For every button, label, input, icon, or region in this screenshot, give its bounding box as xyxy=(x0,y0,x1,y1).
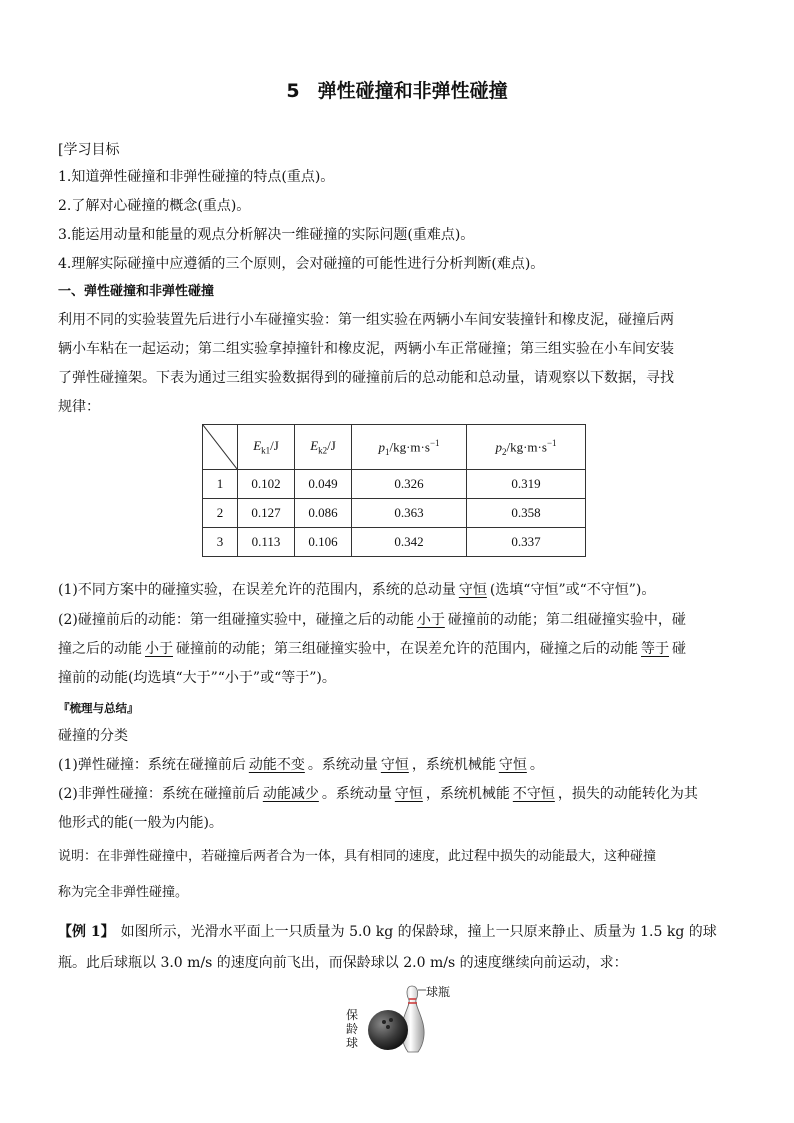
table-cell: 0.326 xyxy=(352,470,467,499)
table-cell: 0.102 xyxy=(238,470,295,499)
table-cell: 0.319 xyxy=(467,470,586,499)
note-line: 称为完全非弹性碰撞。 xyxy=(58,885,189,900)
table-cell: 0.106 xyxy=(295,528,352,557)
table-cell: 0.113 xyxy=(238,528,295,557)
example-1-line-1: 【例 1】 如图所示，光滑水平面上一只质量为 5.0 kg 的保龄球，撞上一只原来静止、质量为 1.5 kg 的球 xyxy=(58,924,717,940)
answer-blank: 等于 xyxy=(641,641,669,657)
example-1-line-2: 瓶。此后球瓶以 3.0 m/s 的速度向前飞出，而保龄球以 2.0 m/s 的速度继续向前运动，求： xyxy=(58,955,628,971)
elastic-collision-line: (1)弹性碰撞：系统在碰撞前后 动能不变 。系统动量 守恒 ，系统机械能 守恒 。 xyxy=(58,757,544,773)
question-2-line-1: (2)碰撞前后的动能：第一组碰撞实验中，碰撞之后的动能 小于 碰撞前的动能；第二组碰撞实验中，碰 xyxy=(58,612,686,628)
table-cell: 0.342 xyxy=(352,528,467,557)
ball-label-char: 球 xyxy=(346,1036,359,1050)
section-heading: 一、弹性碰撞和非弹性碰撞 xyxy=(58,284,215,299)
ball-label-char: 龄 xyxy=(346,1022,359,1036)
objectives-heading: [学习目标 xyxy=(58,142,120,158)
table-cell: 1 xyxy=(203,470,238,499)
table-cell: 2 xyxy=(203,499,238,528)
table-cell: 3 xyxy=(203,528,238,557)
table-row xyxy=(203,499,586,528)
objective-item: 1.知道弹性碰撞和非弹性碰撞的特点(重点)。 xyxy=(58,169,335,185)
answer-blank: 守恒 xyxy=(498,757,527,773)
bowling-ball-icon xyxy=(368,1010,408,1050)
pin-label: 球瓶 xyxy=(426,985,451,999)
summary-subtitle: 碰撞的分类 xyxy=(58,728,128,744)
title-number: 5 xyxy=(286,80,300,102)
bowling-figure xyxy=(340,980,460,1060)
table-cell: 0.337 xyxy=(467,528,586,557)
objective-item: 2.了解对心碰撞的概念(重点)。 xyxy=(58,198,251,214)
intro-line: 利用不同的实验装置先后进行小车碰撞实验：第一组实验在两辆小车间安装撞针和橡皮泥，碰撞后两 xyxy=(58,312,674,328)
inelastic-collision-line-2: 他形式的能(一般为内能)。 xyxy=(58,815,223,831)
answer-blank: 不守恒 xyxy=(512,786,555,802)
answer-blank: 动能减少 xyxy=(262,786,319,802)
answer-blank: 守恒 xyxy=(394,786,423,802)
data-table xyxy=(202,424,586,557)
table-cell: 0.363 xyxy=(352,499,467,528)
intro-line: 规律： xyxy=(58,399,100,415)
page-title xyxy=(0,76,794,103)
title-text: 弹性碰撞和非弹性碰撞 xyxy=(317,80,508,102)
table-cell: 0.127 xyxy=(238,499,295,528)
answer-blank: 小于 xyxy=(416,612,445,628)
intro-line: 辆小车粘在一起运动；第二组实验拿掉撞针和橡皮泥，两辆小车正常碰撞；第三组实验在小车间安装 xyxy=(58,341,674,357)
answer-blank: 守恒 xyxy=(458,582,487,598)
header-ek2: $E_{k2}/J$ xyxy=(295,425,352,470)
answer-blank: 小于 xyxy=(145,641,173,657)
note-line: 说明：在非弹性碰撞中，若碰撞后两者合为一体，具有相同的速度，此过程中损失的动能最大，这种碰撞 xyxy=(58,849,657,864)
intro-line: 了弹性碰撞架。下表为通过三组实验数据得到的碰撞前后的总动能和总动量，请观察以下数据，寻找 xyxy=(58,370,674,386)
example-label: 【例 1】 xyxy=(58,924,115,940)
question-2-line-2: 撞之后的动能 小于 碰撞前的动能；第三组碰撞实验中，在误差允许的范围内，碰撞之后的动能 等于 碰 xyxy=(58,641,686,657)
objective-item: 4.理解实际碰撞中应遵循的三个原则，会对碰撞的可能性进行分析判断(难点)。 xyxy=(58,256,545,272)
table-row xyxy=(203,470,586,499)
diagonal-header-cell xyxy=(203,425,238,470)
table-header-row xyxy=(203,425,586,470)
objective-item: 3.能运用动量和能量的观点分析解决一维碰撞的实际问题(重难点)。 xyxy=(58,227,475,243)
question-2-line-3: 撞前的动能(均选填“大于”“小于”或“等于”)。 xyxy=(58,670,336,686)
table-cell: 0.358 xyxy=(467,499,586,528)
answer-blank: 动能不变 xyxy=(248,757,305,773)
header-p1: $p_1/kg\cdot m\cdot s^{-1}$ xyxy=(352,425,467,470)
answer-blank: 守恒 xyxy=(380,757,409,773)
table-cell: 0.049 xyxy=(295,470,352,499)
table-cell: 0.086 xyxy=(295,499,352,528)
header-p2: $p_2/kg\cdot m\cdot s^{-1}$ xyxy=(467,425,586,470)
summary-heading: 『梳理与总结』 xyxy=(58,701,139,715)
question-1: (1)不同方案中的碰撞实验，在误差允许的范围内，系统的总动量 守恒 (选填“守恒”或“不守恒”)。 xyxy=(58,582,656,598)
table-row xyxy=(203,528,586,557)
ball-label-char: 保 xyxy=(346,1008,359,1022)
inelastic-collision-line: (2)非弹性碰撞：系统在碰撞前后 动能减少 。系统动量 守恒 ，系统机械能 不守恒 ，损失的动能转化为其 xyxy=(58,786,698,802)
header-ek1: $E_{k1}/J$ xyxy=(238,425,295,470)
bowling-pin-icon xyxy=(402,986,424,1052)
